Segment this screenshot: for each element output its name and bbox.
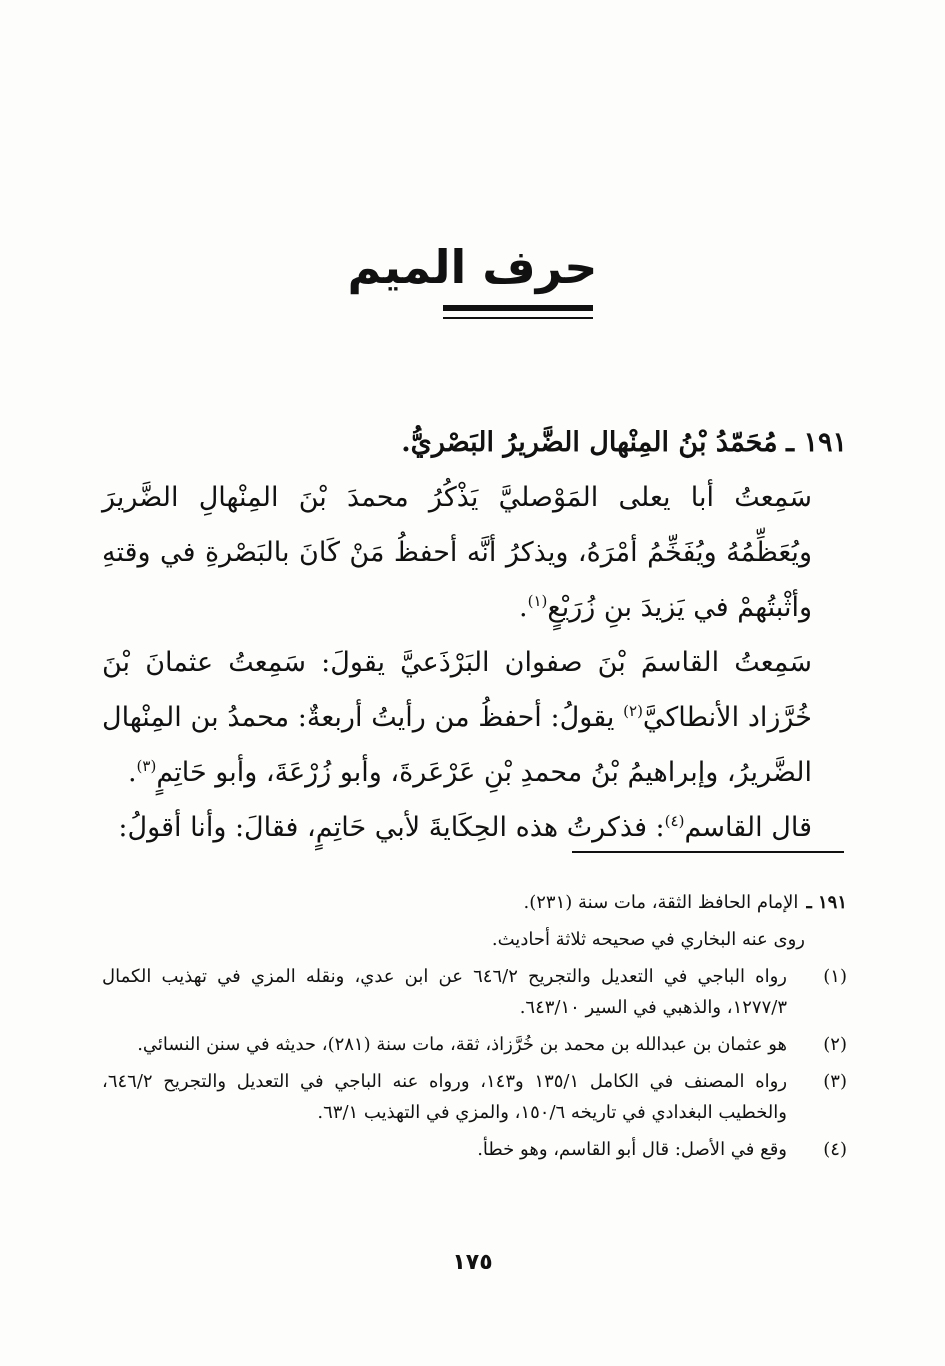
paragraph-2-text-a: سَمِعتُ القاسمَ بْنَ صفوان البَرْذَعيَّ يقولَ: سَمِعتُ عثمانَ بْنَ خُرَّزاد الأنطاكيَّ — [102, 647, 812, 733]
paragraph-1-text: سَمِعتُ أبا يعلى المَوْصليَّ يَذْكُرُ محمدَ بْنَ المِنْهالِ الضَّريرَ ويُعَظِّمُهُ ويُفَخِّمُ أمْرَهُ، ويذكرُ أنَّه أحفظُ مَنْ كَانَ بالبَصْرةِ في وقتهِ وأثْبتُهمْ في يَزيدَ بنِ زُرَيْعٍ — [102, 482, 812, 623]
footnote-item — [102, 1134, 847, 1165]
paragraph-3 — [102, 800, 847, 855]
footnote-number: (٤) — [823, 1139, 847, 1160]
footnote-ref-1: (١) — [527, 592, 548, 610]
main-text — [102, 415, 847, 855]
footnote-text: رواه المصنف في الكامل ١٣٥/١ و١٤٣، ورواه عنه الباجي في التعديل والتجريح ٦٤٦/٢، والخطيب البغدادي في تاريخه ١٥٠/٦، والمزي في التهذيب ٦٣/١. — [102, 1071, 788, 1123]
paragraph-1: سَمِعتُ أبا يعلى المَوْصليَّ يَذْكُرُ محمدَ بْنَ المِنْهالِ الضَّريرَ ويُعَظِّمُهُ ويُفَخِّمُ أمْرَهُ، ويذكرُ أنَّه أحفظُ مَنْ كَانَ بالبَصْرةِ في وقتهِ وأثْبتُهمْ في يَزيدَ بنِ زُرَيْعٍ$^{(١)}$. — [102, 482, 812, 623]
paragraph-2-text-b: يقولُ: أحفظُ من رأيتُ أربعةٌ: محمدُ بن المِنْهال الضَّريرُ، وإبراهيمُ بْنُ محمدِ بْنِ عَرْعَرةَ، وأبو زُرْعَةَ، وأبو حَاتِمٍ — [102, 702, 812, 788]
footnote-entry-text: الإمام الحافظ الثقة، مات سنة (٢٣١). — [523, 892, 799, 913]
title-underline-thin — [443, 317, 593, 319]
footnote-ref-4: (٤) — [664, 812, 685, 830]
footnote-entry-sub: روى عنه البخاري في صحيحه ثلاثة أحاديث. — [491, 929, 805, 950]
footnote-ref-2: (٢) — [623, 702, 643, 720]
footnote-entry-head — [102, 887, 847, 918]
footnote-ref-3: (٣) — [136, 757, 157, 775]
entry-heading — [102, 415, 847, 470]
chapter-title: حرف الميم — [347, 240, 598, 294]
footnote-number: (٢) — [823, 1034, 847, 1055]
footnote-text: رواه الباجي في التعديل والتجريح ٦٤٦/٢ عن ابن عدي، ونقله المزي في تهذيب الكمال ١٢٧٧/٣، والذهبي في السير ٦٤٣/١٠. — [102, 966, 787, 1018]
footnote-text: وقع في الأصل: قال أبو القاسم، وهو خطأ. — [477, 1139, 787, 1160]
paragraph-2: سَمِعتُ القاسمَ بْنَ صفوان البَرْذَعيَّ يقولَ: سَمِعتُ عثمانَ بْنَ خُرَّزاد الأنطاكيَّ$^{(٢)}$ يقولُ: أحفظُ من رأيتُ أربعةٌ: محمدُ بن المِنْهال الضَّريرُ، وإبراهيمُ بْنُ محمدِ بْنِ عَرْعَرةَ، وأبو زُرْعَةَ، وأبو حَاتِمٍ$^{(٣)}$. — [102, 647, 812, 788]
footnote-item — [102, 1029, 847, 1060]
page-number: ١٧٥ — [452, 1250, 493, 1275]
paragraph-3-text-a: قال القاسم — [684, 812, 812, 843]
footnotes — [102, 887, 847, 1171]
title-underline-thick — [443, 305, 593, 311]
entry-number: ١٩١ ـ — [786, 427, 847, 458]
entry-name: مُحَمّدُ بْنُ المِنْهال الضَّريرُ البَصْريُّ. — [401, 427, 778, 458]
footnote-number: (١) — [823, 966, 847, 987]
footnote-item — [102, 1066, 847, 1128]
footnote-item — [102, 961, 847, 1023]
footnote-entry-number: ١٩١ ـ — [806, 892, 847, 913]
paragraph-3-text-b: : فذكرتُ هذه الحِكَايةَ لأبي حَاتِمٍ، فقالَ: وأنا أقولُ: — [118, 812, 665, 843]
footnote-separator — [572, 851, 844, 853]
footnote-number: (٣) — [823, 1071, 847, 1092]
footnote-text: هو عثمان بن عبدالله بن محمد بن خُرَّزاذ، ثقة، مات سنة (٢٨١)، حديثه في سنن النسائي. — [137, 1034, 787, 1055]
